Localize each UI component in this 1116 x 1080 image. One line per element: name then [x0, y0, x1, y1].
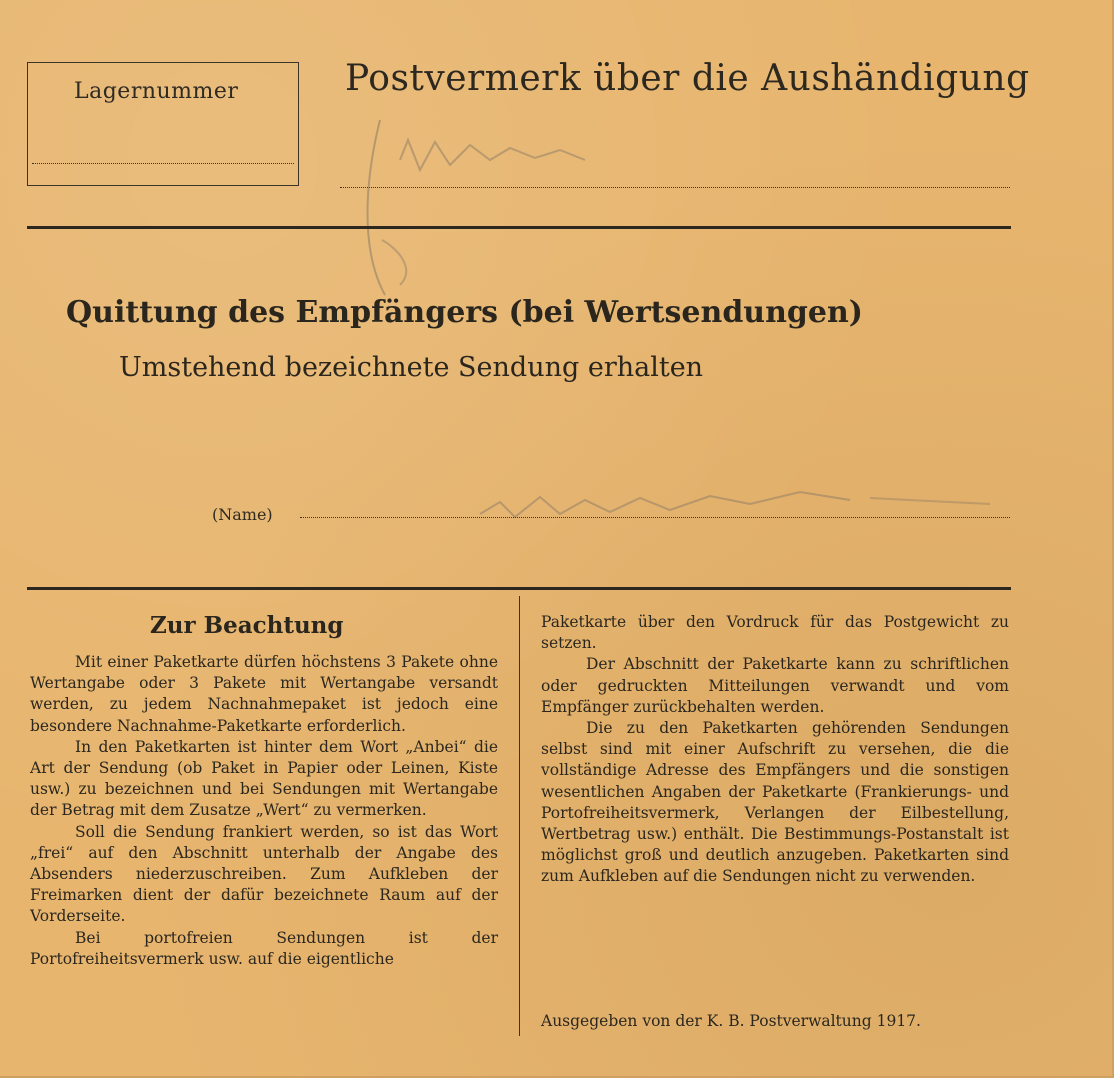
notice-paragraph: Bei portofreien Sendungen ist der Portofreiheitsvermerk usw. auf die eigentliche: [30, 928, 498, 968]
receipt-title: Quittung des Empfängers (bei Wertsendungen): [66, 295, 863, 330]
column-divider: [519, 596, 520, 1036]
storage-number-box: [27, 62, 299, 186]
receipt-subtitle: Umstehend bezeichnete Sendung erhalten: [119, 352, 704, 383]
notice-title: Zur Beachtung: [150, 612, 344, 639]
notice-paragraph: Mit einer Paketkarte dürfen höchstens 3 Pakete ohne Wertangabe oder 3 Pakete mit Wertangabe versandt werden, zu jedem Nachnahmepaket ist jedoch eine besondere Nachnahme-Paketkarte erforderlich.: [30, 653, 498, 735]
notice-paragraph: Soll die Sendung frankiert werden, so ist das Wort „frei“ auf den Abschnitt unterhalb der Angabe des Absenders niederzuschreiben. Zum Aufkleben der Freimarken dient der dafür bezeichnete Raum auf der Vorderseite.: [30, 822, 498, 926]
notice-left-column: [30, 652, 498, 970]
issued-by-footer: Ausgegeben von der K. B. Postverwaltung 1917.: [541, 1012, 921, 1030]
name-label: (Name): [212, 505, 273, 524]
storage-number-line: [32, 163, 294, 164]
name-line: [300, 517, 1010, 518]
middle-divider: [27, 587, 1011, 590]
notice-right-column: [541, 612, 1009, 888]
postal-note-title: Postvermerk über die Aushändigung: [345, 58, 1030, 99]
pencil-marks-top: [360, 100, 620, 320]
pencil-signature: [470, 462, 1030, 532]
notice-paragraph: Die zu den Paketkarten gehörenden Sendungen selbst sind mit einer Aufschrift zu versehen, die die vollständige Adresse des Empfängers und die sonstigen wesentlichen Angaben der Paketkarte (Frankierungs- und Portofreiheitsvermerk, Verlangen der Eilbestellung, Wertbetrag usw.) enthält. Die Bestimmungs-Postanstalt ist möglichst groß und deutlich anzugeben. Paketkarten sind zum Aufkleben auf die Sendungen nicht zu verwenden.: [541, 719, 1009, 886]
top-divider: [27, 226, 1011, 229]
notice-paragraph: Paketkarte über den Vordruck für das Postgewicht zu setzen.: [541, 613, 1009, 653]
postal-note-line: [340, 187, 1010, 188]
notice-paragraph: In den Paketkarten ist hinter dem Wort „Anbei“ die Art der Sendung (ob Paket in Papier oder Leinen, Kiste usw.) zu bezeichnen und bei Sendungen mit Wertangabe der Betrag mit dem Zusatze „Wert“ zu vermerken.: [30, 737, 498, 820]
notice-paragraph: Der Abschnitt der Paketkarte kann zu schriftlichen oder gedruckten Mitteilungen verwandt und vom Empfänger zurückbehalten werden.: [541, 655, 1009, 716]
storage-number-label: Lagernummer: [74, 79, 239, 104]
